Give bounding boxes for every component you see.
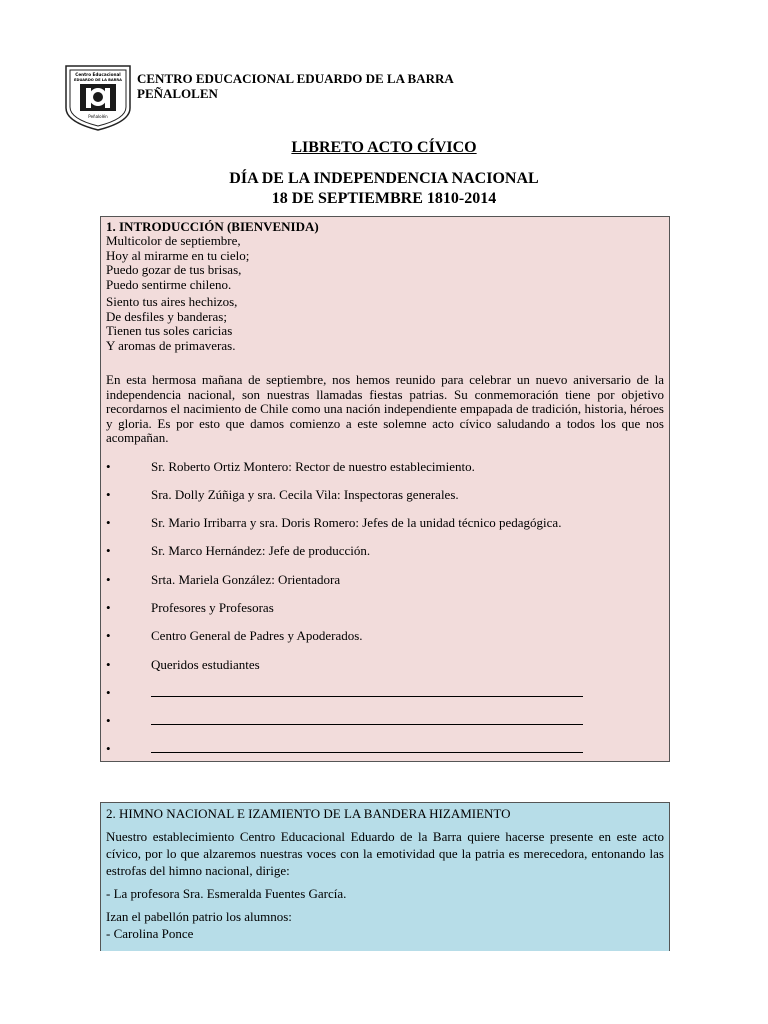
- list-item: [106, 459, 664, 487]
- blank-list-item: [106, 741, 664, 769]
- section-anthem: [100, 802, 670, 951]
- list-item-text: Sr. Roberto Ortiz Montero: Rector de nuestro establecimiento.: [151, 458, 475, 474]
- school-name-line1: CENTRO EDUCACIONAL EDUARDO DE LA BARRA: [137, 71, 454, 86]
- event-date: 18 DE SEPTIEMBRE 1810-2014: [271, 190, 497, 207]
- poem-line: Tienen tus soles caricias: [106, 323, 233, 338]
- bullet-icon: •: [106, 543, 111, 559]
- bullet-icon: •: [106, 458, 111, 474]
- poem-line: Hoy al mirarme en tu cielo;: [106, 247, 250, 263]
- school-name: [137, 71, 454, 101]
- list-item-text: Sr. Mario Irribarra y sra. Doris Romero: Jefes de la unidad técnico pedagógica.: [151, 515, 562, 531]
- poem-line: Siento tus aires hechizos,: [106, 294, 238, 309]
- list-item: [106, 543, 664, 571]
- section-introduction: [100, 216, 670, 762]
- bullet-icon: •: [106, 656, 111, 672]
- event-title: DÍA DE LA INDEPENDENCIA NACIONAL: [229, 170, 539, 187]
- list-item-text: Sra. Dolly Zúñiga y sra. Cecila Vila: Inspectoras generales.: [151, 486, 459, 502]
- list-item: [106, 628, 664, 656]
- bullet-icon: •: [106, 713, 111, 729]
- poem-stanza-1: [106, 234, 664, 292]
- document-header: [64, 64, 704, 134]
- bullet-icon: •: [106, 515, 111, 531]
- list-item-text: Srta. Mariela González: Orientadora: [151, 571, 341, 587]
- crest-text-mid: EDUARDO DE LA BARRA: [74, 78, 122, 82]
- list-item-text: Centro General de Padres y Apoderados.: [151, 628, 363, 644]
- list-item-text: Sr. Marco Hernández: Jefe de producción.: [151, 543, 371, 559]
- anthem-paragraph: Nuestro establecimiento Centro Educacional Eduardo de la Barra quiere hacerse presente en este acto cívico, por lo que alzaremos nuestras voces con la emotividad que la patria es merecedora, entonando las estrofas del himno nacional, dirige:: [106, 829, 664, 878]
- blank-list-item: [106, 685, 664, 713]
- poem-stanza-2: [106, 295, 664, 353]
- list-item: [106, 600, 664, 628]
- list-item: [106, 515, 664, 543]
- list-item-text: Profesores y Profesoras: [151, 599, 274, 615]
- welcome-paragraph: En esta hermosa mañana de septiembre, nos hemos reunido para celebrar un nuevo aniversario de la independencia nacional, son nuestras llamadas fiestas patrias. Su conmemoración tiene por objetivo recordarnos el nacimiento de Chile como una nación independiente empapada de tradición, historia, héroes y gloria. Es por esto que damos comienzo a este solemne acto cívico saludando a todos los que nos acompañan.: [106, 372, 664, 445]
- list-item-text: Queridos estudiantes: [151, 656, 260, 672]
- flag-student: - Carolina Ponce: [106, 926, 194, 941]
- poem-line: Puedo gozar de tus brisas,: [106, 262, 242, 277]
- bullet-icon: •: [106, 741, 111, 757]
- poem-line: De desfiles y banderas;: [106, 308, 227, 324]
- document-titles: [0, 138, 768, 209]
- poem-line: Y aromas de primaveras.: [106, 337, 236, 353]
- list-item: [106, 487, 664, 515]
- list-item: [106, 657, 664, 685]
- blank-fill-line: [151, 685, 583, 697]
- section2-heading: 2. HIMNO NACIONAL E IZAMIENTO DE LA BANDERA HIZAMIENTO: [106, 806, 511, 821]
- blank-list-item: [106, 713, 664, 741]
- poem-line: Multicolor de septiembre,: [106, 233, 241, 248]
- document-title: LIBRETO ACTO CÍVICO: [291, 139, 477, 156]
- blank-fill-line: [151, 741, 583, 753]
- poem-line: Puedo sentirme chileno.: [106, 276, 232, 292]
- greeting-list: [106, 459, 664, 770]
- crest-text-top: Centro Educacional: [75, 72, 121, 77]
- bullet-icon: •: [106, 486, 111, 502]
- crest-text-bottom: Peñalolén: [88, 114, 108, 119]
- school-crest-logo: [64, 64, 132, 132]
- flag-intro: Izan el pabellón patrio los alumnos:: [106, 909, 292, 924]
- anthem-director: - La profesora Sra. Esmeralda Fuentes García.: [106, 886, 347, 901]
- bullet-icon: •: [106, 599, 111, 615]
- school-name-line2: PEÑALOLEN: [137, 86, 218, 101]
- section1-heading: 1. INTRODUCCIÓN (BIENVENIDA): [106, 219, 319, 234]
- bullet-icon: •: [106, 628, 111, 644]
- bullet-icon: •: [106, 684, 111, 700]
- list-item: [106, 572, 664, 600]
- blank-fill-line: [151, 713, 583, 725]
- bullet-icon: •: [106, 571, 111, 587]
